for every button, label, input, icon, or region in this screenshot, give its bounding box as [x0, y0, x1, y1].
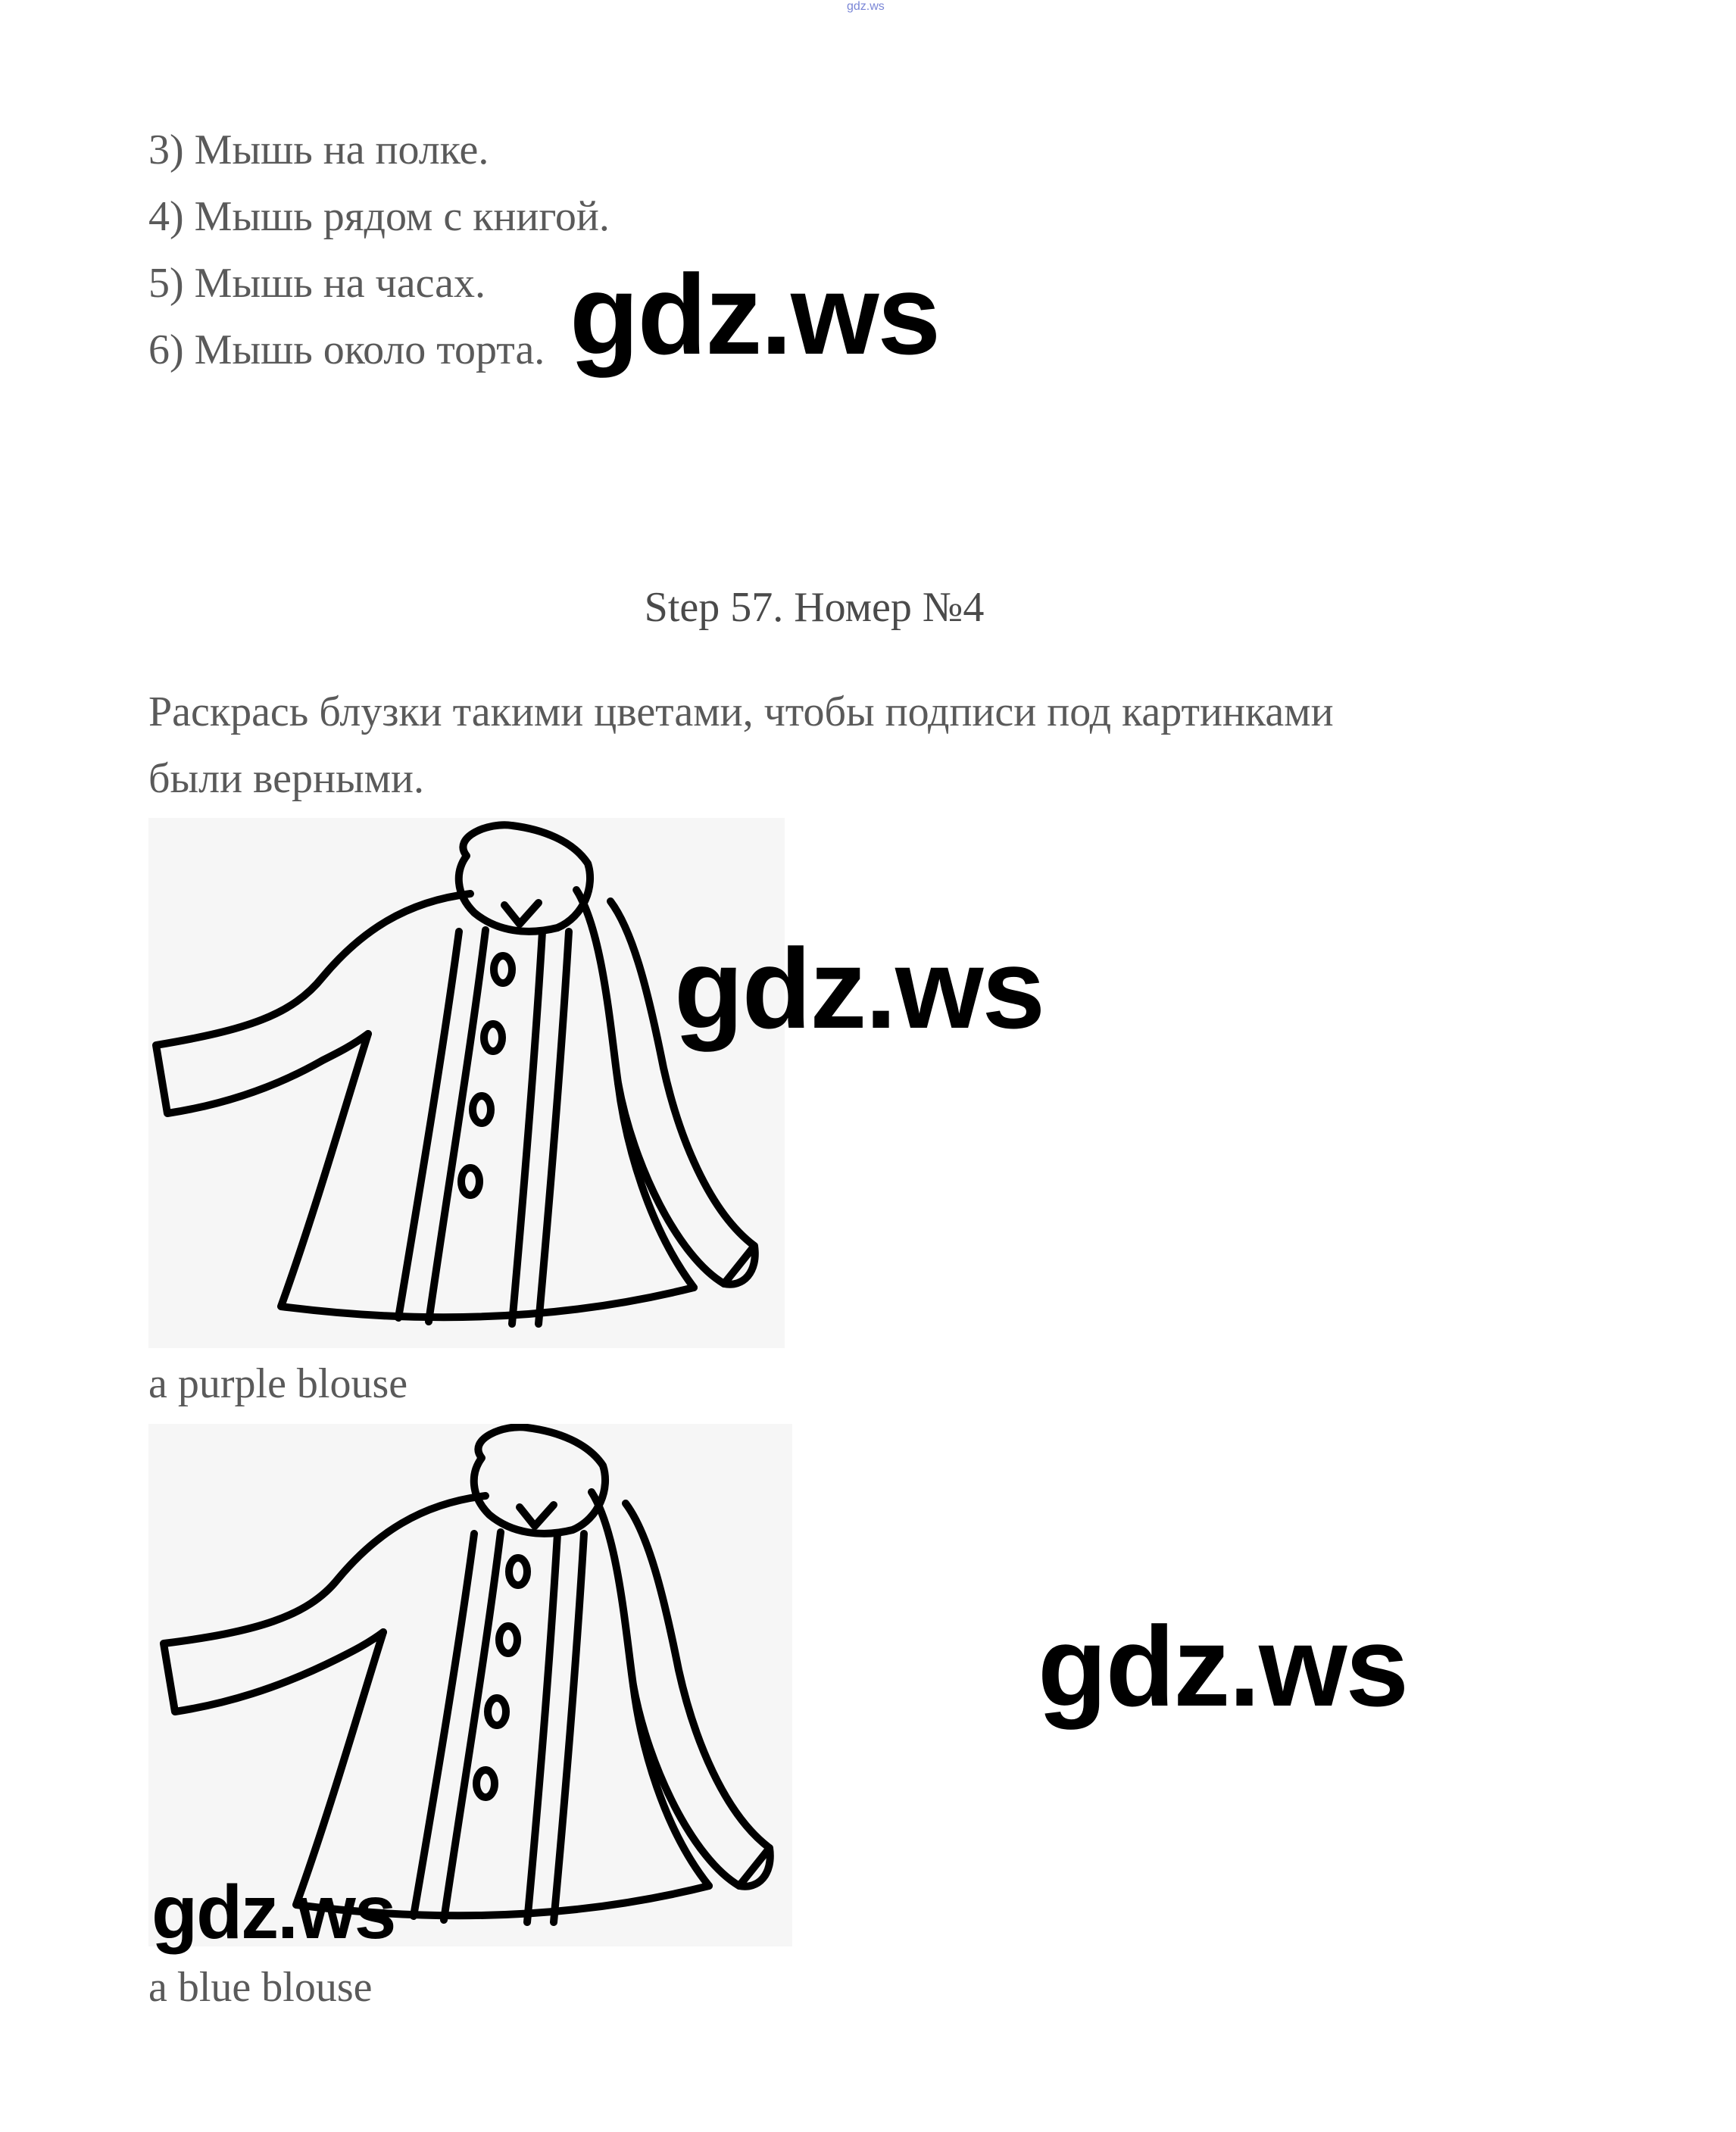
blouse-icon	[148, 1424, 792, 1946]
caption-purple-blouse: a purple blouse	[148, 1360, 408, 1407]
list-item: 5) Мышь на часах.	[148, 260, 486, 307]
blouse-illustration	[148, 1424, 792, 1946]
blouse-illustration	[148, 818, 785, 1348]
page-title: Step 57. Номер №4	[644, 584, 985, 631]
watermark: gdz.ws	[570, 251, 940, 378]
watermark: gdz.ws	[151, 1870, 395, 1955]
top-watermark: gdz.ws	[847, 0, 885, 13]
list-item: 4) Мышь рядом с книгой.	[148, 193, 610, 240]
caption-blue-blouse: a blue blouse	[148, 1964, 373, 2011]
list-item: 3) Мышь на полке.	[148, 126, 489, 173]
instruction-line: Раскрась блузки такими цветами, чтобы подписи под картинками	[148, 688, 1334, 735]
watermark: gdz.ws	[1038, 1603, 1408, 1730]
instruction-line: были верными.	[148, 755, 424, 802]
watermark: gdz.ws	[674, 925, 1044, 1052]
list-item: 6) Мышь около торта.	[148, 326, 545, 373]
blouse-icon	[148, 818, 785, 1348]
